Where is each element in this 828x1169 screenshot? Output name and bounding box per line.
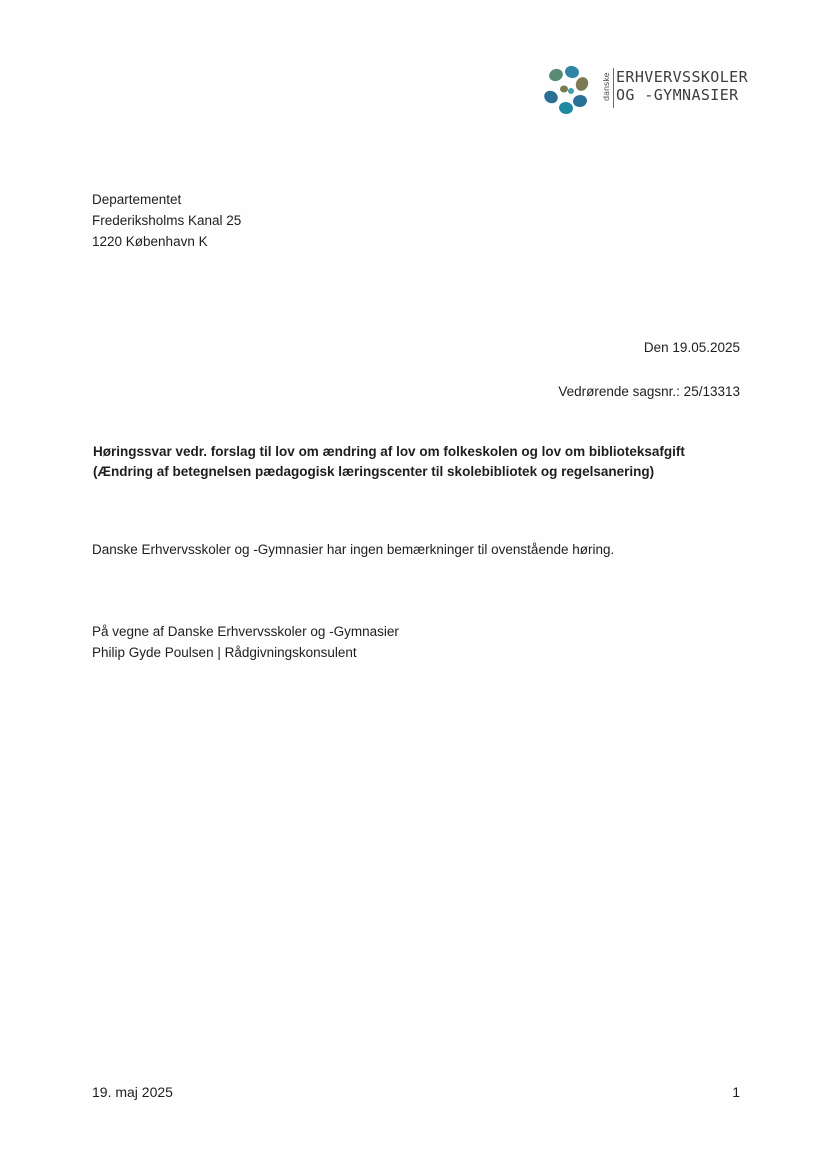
recipient-street: Frederiksholms Kanal 25	[92, 213, 242, 228]
subject-line-1: Høringssvar vedr. forslag til lov om ændring af lov om folkeskolen og lov om biblioteksafgift	[93, 444, 685, 459]
logo-wordmark-line1: ERHVERVSSKOLER	[616, 68, 749, 86]
subject-line-2: (Ændring af betegnelsen pædagogisk læringscenter til skolebibliotek og regelsanering)	[93, 464, 655, 479]
page-number: 1	[732, 1084, 740, 1100]
recipient-address	[92, 189, 241, 252]
logo-wordmark-line2: OG -GYMNASIER	[616, 86, 739, 104]
letter-date: Den 19.05.2025	[643, 340, 740, 355]
body-paragraph: Danske Erhvervsskoler og -Gymnasier har ingen bemærkninger til ovenstående høring.	[92, 542, 615, 557]
footer-date: 19. maj 2025	[92, 1084, 173, 1100]
flower-logo-icon	[542, 64, 594, 116]
case-reference: Vedrørende sagsnr.: 25/13313	[558, 384, 740, 399]
signature-on-behalf: På vegne af Danske Erhvervsskoler og -Gymnasier	[92, 624, 399, 639]
recipient-city: 1220 København K	[92, 234, 208, 249]
logo-prefix-text: danske	[602, 72, 611, 102]
logo-divider	[613, 68, 614, 108]
signature-name-title: Philip Gyde Poulsen | Rådgivningskonsulent	[92, 645, 357, 660]
letter-subject	[93, 442, 685, 482]
signature-block	[92, 621, 399, 663]
recipient-name: Departementet	[92, 192, 182, 207]
